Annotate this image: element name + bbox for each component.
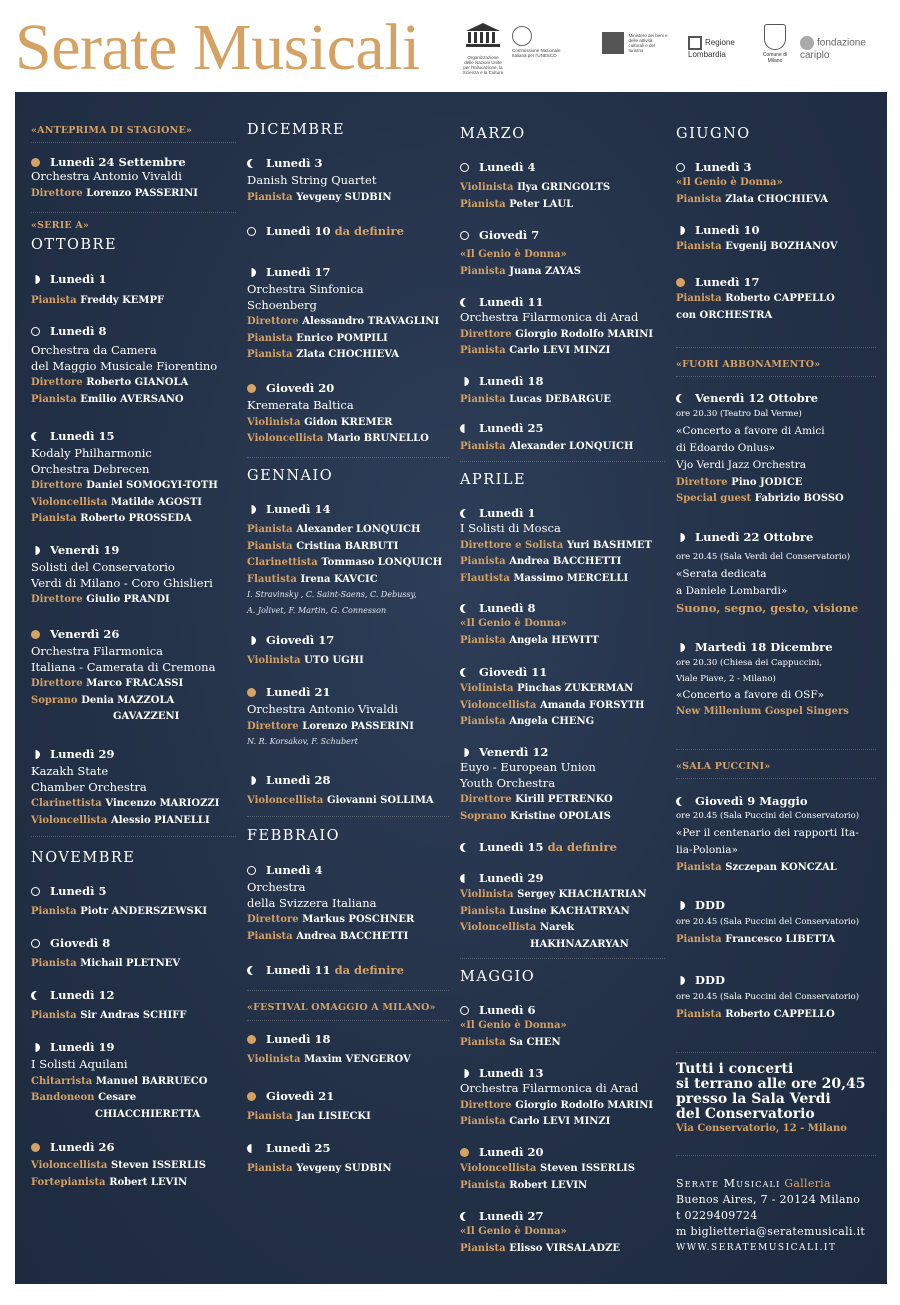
event-info: ore 20.45 (Sala Puccini del Conservatorio) <box>676 811 860 821</box>
divider <box>247 457 449 458</box>
concert-entry: Giovedì 8 Pianista Michail PLETNEV <box>31 936 181 969</box>
column-4 <box>676 92 876 1284</box>
concert-entry: Lunedì 12 Pianista Sir Andras SCHIFF <box>31 988 187 1021</box>
full-moon-icon <box>247 1092 256 1101</box>
full-moon-icon <box>31 630 40 639</box>
org-name: Serate Musicali <box>676 1177 781 1190</box>
full-moon-icon <box>31 1143 40 1152</box>
divider <box>676 749 876 750</box>
concert-entry: Lunedì 5 Pianista Piotr ANDERSZEWSKI <box>31 884 208 917</box>
milano-caption: Comune di Milano <box>762 52 788 64</box>
commission-caption: Commissione Nazionale Italiana per l'UNESCO <box>512 48 561 58</box>
lombardia-logo <box>688 36 750 59</box>
half-moon-icon <box>31 275 40 284</box>
concert-entry: Giovedì 9 Maggio ore 20.45 (Sala Puccini del Conservatorio) «Per il centenario dei rapporti Ita- lia-Polonia» Pianista Szczepan KONCZAL <box>676 794 876 875</box>
divider <box>460 958 665 959</box>
section-label: «SERIE A» <box>31 220 90 231</box>
new-moon-icon <box>31 887 40 896</box>
half-moon-icon <box>676 976 685 985</box>
section-label: «ANTEPRIMA DI STAGIONE» <box>31 125 193 136</box>
divider <box>31 836 236 837</box>
concert-entry: Lunedì 15 Kodaly Philharmonic Orchestra Debrecen Direttore Daniel SOMOGYI-TOTH Violoncellista Matilde AGOSTI Pianista Roberto PROSSEDA <box>31 429 218 524</box>
concert-entry: Giovedì 7 «Il Genio è Donna» Pianista Juana ZAYAS <box>460 228 665 279</box>
cariplo-logo <box>800 36 882 61</box>
mibac-logo <box>602 32 672 54</box>
concert-entry: Lunedì 19 I Solisti Aquilani Chitarrista Manuel BARRUECO Bandoneon Cesare CHIACCHIERETTA <box>31 1040 208 1120</box>
event-info: ore 20.45 (Sala Puccini del Conservatorio) <box>676 917 860 927</box>
website-link[interactable]: WWW.SERATEMUSICALI.IT <box>676 1243 837 1253</box>
concert-entry: Lunedì 6 «Il Genio è Donna» Pianista Sa CHEN <box>460 1003 665 1050</box>
crescent-moon-icon <box>247 159 256 168</box>
concert-entry: Lunedì 1 Pianista Freddy KEMPF <box>31 272 236 309</box>
half-moon-icon <box>676 226 685 235</box>
event-info: ore 20.45 (Sala Verdi del Conservatorio) <box>676 552 851 562</box>
divider <box>676 376 876 377</box>
header <box>0 0 900 92</box>
lombardia-mark-icon <box>688 36 702 50</box>
concert-poster <box>15 92 887 1284</box>
full-moon-icon <box>460 1148 469 1157</box>
concert-entry: DDD ore 20.45 (Sala Puccini del Conservatorio) Pianista Roberto CAPPELLO <box>676 973 876 1022</box>
column-1 <box>31 92 236 1284</box>
crescent-moon-icon <box>247 966 256 975</box>
concert-entry: Lunedì 25 Pianista Yevgeny SUDBIN <box>247 1141 392 1174</box>
full-moon-icon <box>247 1035 256 1044</box>
concert-entry: Giovedì 17 Violinista UTO UGHI <box>247 633 364 666</box>
mibac-caption: Ministero dei beni e delle attività culturali e del turismo <box>628 33 668 53</box>
crescent-moon-icon <box>460 509 469 518</box>
crescent-moon-icon <box>676 394 685 403</box>
event-info: ore 20.30 (Teatro Dal Verme) <box>676 409 802 419</box>
section-label: «FESTIVAL OMAGGIO A MILANO» <box>247 1002 436 1013</box>
event-info: ore 20.30 (Chiesa dei Cappuccini, <box>676 658 823 668</box>
new-moon-icon <box>31 327 40 336</box>
concert-entry: Venerdì 12 Euyo - European Union Youth Orchestra Direttore Kirill PETRENKO Soprano Kristine OPOLAIS <box>460 745 613 822</box>
ensemble: Orchestra Antonio Vivaldi <box>31 169 182 183</box>
seal-icon <box>512 26 532 46</box>
crest-icon <box>764 24 786 50</box>
new-moon-icon <box>460 231 469 240</box>
unesco-logo <box>462 22 504 75</box>
performer-line: Pianista Freddy KEMPF <box>31 295 165 306</box>
concert-entry: Lunedì 13 Orchestra Filarmonica di Arad Direttore Giorgio Rodolfo MARINI Pianista Carlo LEVI MINZI <box>460 1066 654 1127</box>
concert-entry: Lunedì 29 Violinista Sergey KHACHATRIAN Pianista Lusine KACHATRYAN Violoncellista Narek HAKHNAZARYAN <box>460 871 647 950</box>
concert-entry: Giovedì 20 Kremerata Baltica Violinista Gidon KREMER Violoncellista Mario BRUNELLO <box>247 381 429 444</box>
divider <box>247 1020 449 1021</box>
new-moon-icon <box>460 1006 469 1015</box>
series-quote: «Il Genio è Donna» <box>460 249 567 260</box>
divider <box>676 778 876 779</box>
unesco-caption: Organizzazione delle Nazioni Unite per l'Educazione, la Scienza e la Cultura <box>462 55 504 75</box>
concert-entry: Lunedì 26 Violoncellista Steven ISSERLIS Fortepianista Robert LEVIN <box>31 1140 206 1188</box>
concert-entry: Martedì 18 Dicembre ore 20.30 (Chiesa dei Cappuccini, Viale Piave, 2 - Milano) «Concerto a favore di OSF» New Millenium Gospel Singers <box>676 640 876 720</box>
concert-entry: Lunedì 25 Pianista Alexander LONQUICH <box>460 421 634 452</box>
series-quote: «Il Genio è Donna» <box>460 618 567 629</box>
new-moon-icon <box>247 866 256 875</box>
divider <box>676 1052 876 1053</box>
half-moon-icon <box>31 546 40 555</box>
month-heading: DICEMBRE <box>247 122 346 138</box>
concert-entry: Lunedì 4 Violinista Ilya GRINGOLTS Pianista Peter LAUL <box>460 160 611 210</box>
concert-entry: Venerdì 19 Solisti del Conservatorio Verdi di Milano - Coro Ghislieri Direttore Giulio PRANDI <box>31 543 213 605</box>
full-moon-icon <box>676 278 685 287</box>
month-heading: GENNAIO <box>247 468 334 484</box>
divider <box>31 212 236 213</box>
concert-entry: Lunedì 3 «Il Genio è Donna» Pianista Zlata CHOCHIEVA <box>676 160 876 207</box>
concert-entry: Lunedì 28 Violoncellista Giovanni SOLLIMA <box>247 773 434 806</box>
half-moon-icon <box>460 748 469 757</box>
concert-entry: Giovedì 11 Violinista Pinchas ZUKERMAN Violoncellista Amanda FORSYTH Pianista Angela CHENG <box>460 665 645 727</box>
half-moon-icon <box>31 1043 40 1052</box>
series-quote: «Il Genio è Donna» <box>460 1226 567 1237</box>
half-moon-icon <box>460 874 469 883</box>
phone-number[interactable]: t 0229409724 <box>676 1209 758 1222</box>
concert-entry: Lunedì 18 Pianista Lucas DEBARGUE <box>460 374 611 405</box>
concert-date: Lunedì 24 Settembre <box>31 155 236 169</box>
event-performer: New Millenium Gospel Singers <box>676 706 849 717</box>
concert-entry: Lunedì 10 Pianista Evgenij BOZHANOV <box>676 223 838 252</box>
mibac-mark-icon <box>602 32 624 54</box>
month-heading: OTTOBRE <box>31 237 118 253</box>
concert-entry: Lunedì 20 Violoncellista Steven ISSERLIS Pianista Robert LEVIN <box>460 1145 635 1191</box>
half-moon-icon <box>31 750 40 759</box>
concert-entry: Lunedì 21 Orchestra Antonio Vivaldi Direttore Lorenzo PASSERINI N. R. Korsakov, F. Schubert <box>247 685 449 750</box>
concert-entry: Lunedì 29 Kazakh State Chamber Orchestra Clarinettista Vincenzo MARIOZZI Violoncellista Alessio PIANELLI <box>31 747 220 826</box>
divider <box>676 1155 876 1156</box>
concert-entry: Giovedì 21 Pianista Jan LISIECKI <box>247 1089 371 1122</box>
repertoire: A. Jolivet, F. Martin, G. Connesson <box>247 605 387 615</box>
concert-entry <box>31 155 236 201</box>
full-moon-icon <box>247 384 256 393</box>
divider <box>460 461 665 462</box>
concert-entry: Lunedì 3 Danish String Quartet Pianista Yevgeny SUDBIN <box>247 156 392 203</box>
concert-entry: Lunedì 27 «Il Genio è Donna» Pianista Elisso VIRSALADZE <box>460 1209 665 1256</box>
concert-entry: Lunedì 4 Orchestra della Svizzera Italiana Direttore Markus POSCHNER Pianista Andrea BACCHETTI <box>247 863 415 942</box>
concert-entry: DDD ore 20.45 (Sala Puccini del Conservatorio) Pianista Francesco LIBETTA <box>676 898 876 947</box>
divider <box>247 990 449 991</box>
crescent-moon-icon <box>31 991 40 1000</box>
sponsor-logos <box>462 18 882 78</box>
crescent-moon-icon <box>460 604 469 613</box>
performer-line: Direttore Lorenzo PASSERINI <box>31 187 198 199</box>
event-highlight: Suono, segno, gesto, visione <box>676 600 859 615</box>
concert-entry: Lunedì 17 Orchestra Sinfonica Schoenberg Direttore Alessandro TRAVAGLINI Pianista Enrico POMPILI Pianista Zlata CHOCHIEVA <box>247 265 440 360</box>
section-label: «FUORI ABBONAMENTO» <box>676 359 821 370</box>
venue-note: Tutti i concerti si terrano alle ore 20,45 presso la Sala Verdi del Conservatorio Via Conservatorio, 12 - Milano <box>676 1062 876 1136</box>
column-2 <box>247 92 449 1284</box>
crescent-moon-icon <box>460 298 469 307</box>
new-moon-icon <box>460 163 469 172</box>
concert-entry: Lunedì 15 da definire <box>460 840 665 854</box>
concert-entry: Lunedì 8 «Il Genio è Donna» Pianista Angela HEWITT <box>460 601 665 648</box>
milano-logo <box>760 24 790 64</box>
half-moon-icon <box>247 268 256 277</box>
repertoire: I. Stravinsky , C. Saint-Saens, C. Debussy, <box>247 590 417 599</box>
crescent-moon-icon <box>460 1212 469 1221</box>
concert-entry: Lunedì 14 Pianista Alexander LONQUICH Pianista Cristina BARBUTI Clarinettista Tommaso LONQUICH Flautista Irena KAVCIC I. Stravinsky , C. Saint-Saens, C. Debussy, A. Jolivet, F. Martin, G. Connesson <box>247 502 449 618</box>
repertoire: N. R. Korsakov, F. Schubert <box>247 737 358 746</box>
concert-entry: Venerdì 26 Orchestra Filarmonica Italiana - Camerata di Cremona Direttore Marco FRACASSI Soprano Denia MAZZOLA GAVAZZENI <box>31 627 216 722</box>
crescent-moon-icon <box>460 843 469 852</box>
half-moon-icon <box>676 643 685 652</box>
half-moon-icon <box>247 1144 256 1153</box>
month-heading: MARZO <box>460 126 526 142</box>
cariplo-caption: fondazione cariplo <box>800 37 866 61</box>
commission-logo <box>512 26 572 58</box>
month-heading: GIUGNO <box>676 126 751 142</box>
half-moon-icon <box>460 424 469 433</box>
section-label: «SALA PUCCINI» <box>676 761 771 772</box>
half-moon-icon <box>460 1069 469 1078</box>
concert-entry: Lunedì 11 da definire <box>247 963 449 977</box>
series-quote: «Il Genio è Donna» <box>460 1020 567 1031</box>
month-heading: NOVEMBRE <box>31 850 136 866</box>
divider <box>247 816 449 817</box>
lombardia-caption: Regione Lombardia <box>688 38 735 59</box>
half-moon-icon <box>247 505 256 514</box>
concert-entry: Venerdì 12 Ottobre ore 20.30 (Teatro Dal Verme) «Concerto a favore di Amici di Edoardo Onlus» Vjo Verdi Jazz Orchestra Direttore Pino JODICE Special guest Fabrizio BOSSO <box>676 391 876 507</box>
month-heading: MAGGIO <box>460 969 536 985</box>
column-3 <box>460 92 665 1284</box>
month-heading: FEBBRAIO <box>247 828 340 844</box>
concert-entry: Lunedì 1 I Solisti di Mosca Direttore e Solista Yuri BASHMET Pianista Andrea BACCHETTI Flautista Massimo MERCELLI <box>460 506 652 584</box>
email-link[interactable]: m biglietteria@seratemusicali.it <box>676 1225 866 1238</box>
new-moon-icon <box>31 939 40 948</box>
series-quote: «Il Genio è Donna» <box>676 177 783 188</box>
full-moon-icon <box>31 158 40 167</box>
half-moon-icon <box>676 533 685 542</box>
new-moon-icon <box>247 227 256 236</box>
half-moon-icon <box>460 377 469 386</box>
venue-address: Via Conservatorio, 12 - Milano <box>676 1123 847 1134</box>
concert-entry: Lunedì 11 Orchestra Filarmonica di Arad Direttore Giorgio Rodolfo MARINI Pianista Carlo LEVI MINZI <box>460 295 654 356</box>
new-moon-icon <box>676 163 685 172</box>
address: Buenos Aires, 7 - 20124 Milano <box>676 1193 861 1206</box>
divider <box>676 347 876 348</box>
brand-title: Serate Musicali <box>15 11 420 84</box>
event-info: Viale Piave, 2 - Milano) <box>676 673 776 684</box>
divider <box>31 142 236 143</box>
crescent-moon-icon <box>460 668 469 677</box>
concert-entry: Lunedì 22 Ottobre ore 20.45 (Sala Verdi del Conservatorio) «Serata dedicata a Daniele Lombardi» Suono, segno, gesto, visione <box>676 530 876 617</box>
unesco-temple-icon <box>464 22 502 48</box>
concert-entry: Lunedì 18 Violinista Maxim VENGEROV <box>247 1032 411 1065</box>
event-info: ore 20.45 (Sala Puccini del Conservatorio) <box>676 992 860 1002</box>
half-moon-icon <box>247 776 256 785</box>
crescent-moon-icon <box>676 797 685 806</box>
month-heading: APRILE <box>460 472 527 488</box>
half-moon-icon <box>247 636 256 645</box>
concert-entry: Lunedì 17 Pianista Roberto CAPPELLO con ORCHESTRA <box>676 275 835 321</box>
concert-entry: Lunedì 8 Orchestra da Camera del Maggio Musicale Fiorentino Direttore Roberto GIANOLA Pianista Emilio AVERSANO <box>31 324 218 405</box>
concert-entry: Lunedì 10 da definire <box>247 224 449 238</box>
half-moon-icon <box>676 901 685 910</box>
cariplo-mark-icon <box>800 36 814 50</box>
contact-block: Serate Musicali Galleria Buenos Aires, 7 - 20124 Milano t 0229409724 m biglietteria@seratemusicali.it WWW.SERATEMUSICALI.IT <box>676 1176 876 1256</box>
full-moon-icon <box>247 688 256 697</box>
crescent-moon-icon <box>31 432 40 441</box>
